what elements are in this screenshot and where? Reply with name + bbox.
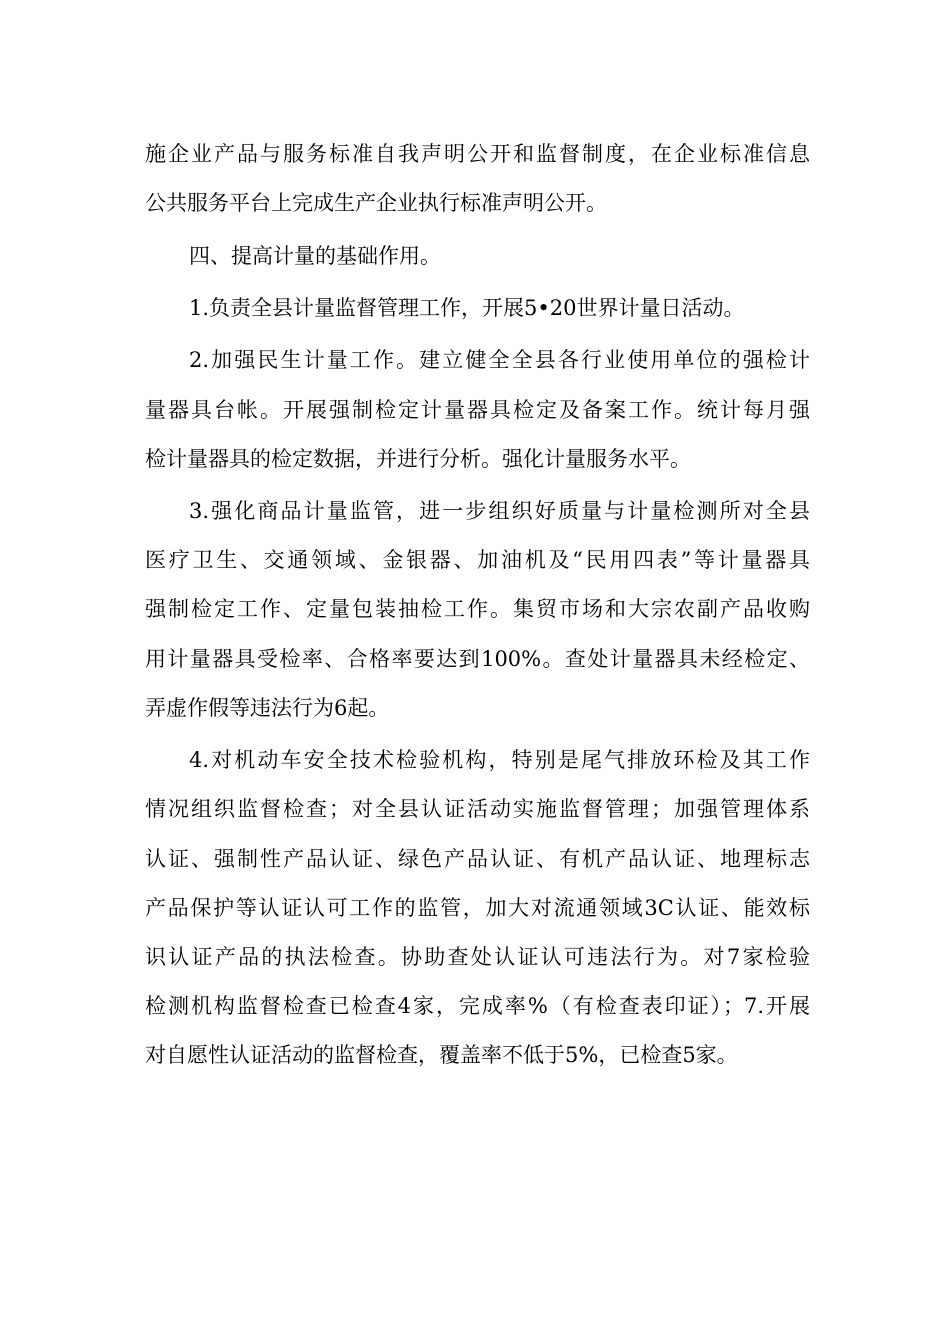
- text-line: 对自愿性认证活动的监督检查，覆盖率不低于5%，已检查5家。: [145, 1043, 738, 1068]
- text-line: 公共服务平台上完成生产企业执行标准声明公开。: [145, 191, 607, 216]
- text-line: 识认证产品的执法检查。协助查处认证认可违法行为。对7家检验: [145, 944, 810, 969]
- text-line: 量器具台帐。开展强制检定计量器具检定及备案工作。统计每月强: [145, 397, 810, 422]
- text-line: 弄虚作假等违法行为6起。: [145, 695, 390, 720]
- paragraph: [145, 487, 810, 733]
- paragraph: [145, 284, 810, 333]
- document-body: [145, 130, 810, 1081]
- text-line: 2.加强民生计量工作。建立健全全县各行业使用单位的强检计: [189, 348, 810, 373]
- text-line: 用计量器具受检率、合格率要达到100%。查处计量器具未经检定、: [145, 646, 810, 671]
- text-line: 4.对机动车安全技术检验机构，特别是尾气排放环检及其工作: [189, 748, 810, 773]
- text-line: 四、提高计量的基础作用。: [189, 243, 441, 268]
- text-line: 强制检定工作、定量包装抽检工作。集贸市场和大宗农副产品收购: [145, 597, 810, 622]
- text-line: 医疗卫生、交通领域、金银器、加油机及“民用四表”等计量器具: [145, 548, 810, 573]
- text-line: 检计量器具的检定数据，并进行分析。强化计量服务水平。: [145, 446, 691, 471]
- paragraph: [145, 736, 810, 1080]
- paragraph: [145, 336, 810, 484]
- text-line: 产品保护等认证认可工作的监管，加大对流通领域3C认证、能效标: [145, 895, 810, 920]
- text-line: 施企业产品与服务标准自我声明公开和监督制度，在企业标准信息: [145, 142, 810, 166]
- text-line: 3.强化商品计量监管，进一步组织好质量与计量检测所对全县: [189, 499, 810, 524]
- section-heading: [145, 232, 810, 281]
- text-line: 认证、强制性产品认证、绿色产品认证、有机产品认证、地理标志: [145, 846, 810, 871]
- paragraph: [145, 130, 810, 228]
- text-line: 1.负责全县计量监督管理工作，开展5•20世界计量日活动。: [189, 295, 745, 320]
- text-line: 情况组织监督检查；对全县认证活动实施监督管理；加强管理体系: [145, 797, 810, 822]
- text-line: 检测机构监督检查已检查4家，完成率%（有检查表印证）；7.开展: [145, 994, 810, 1019]
